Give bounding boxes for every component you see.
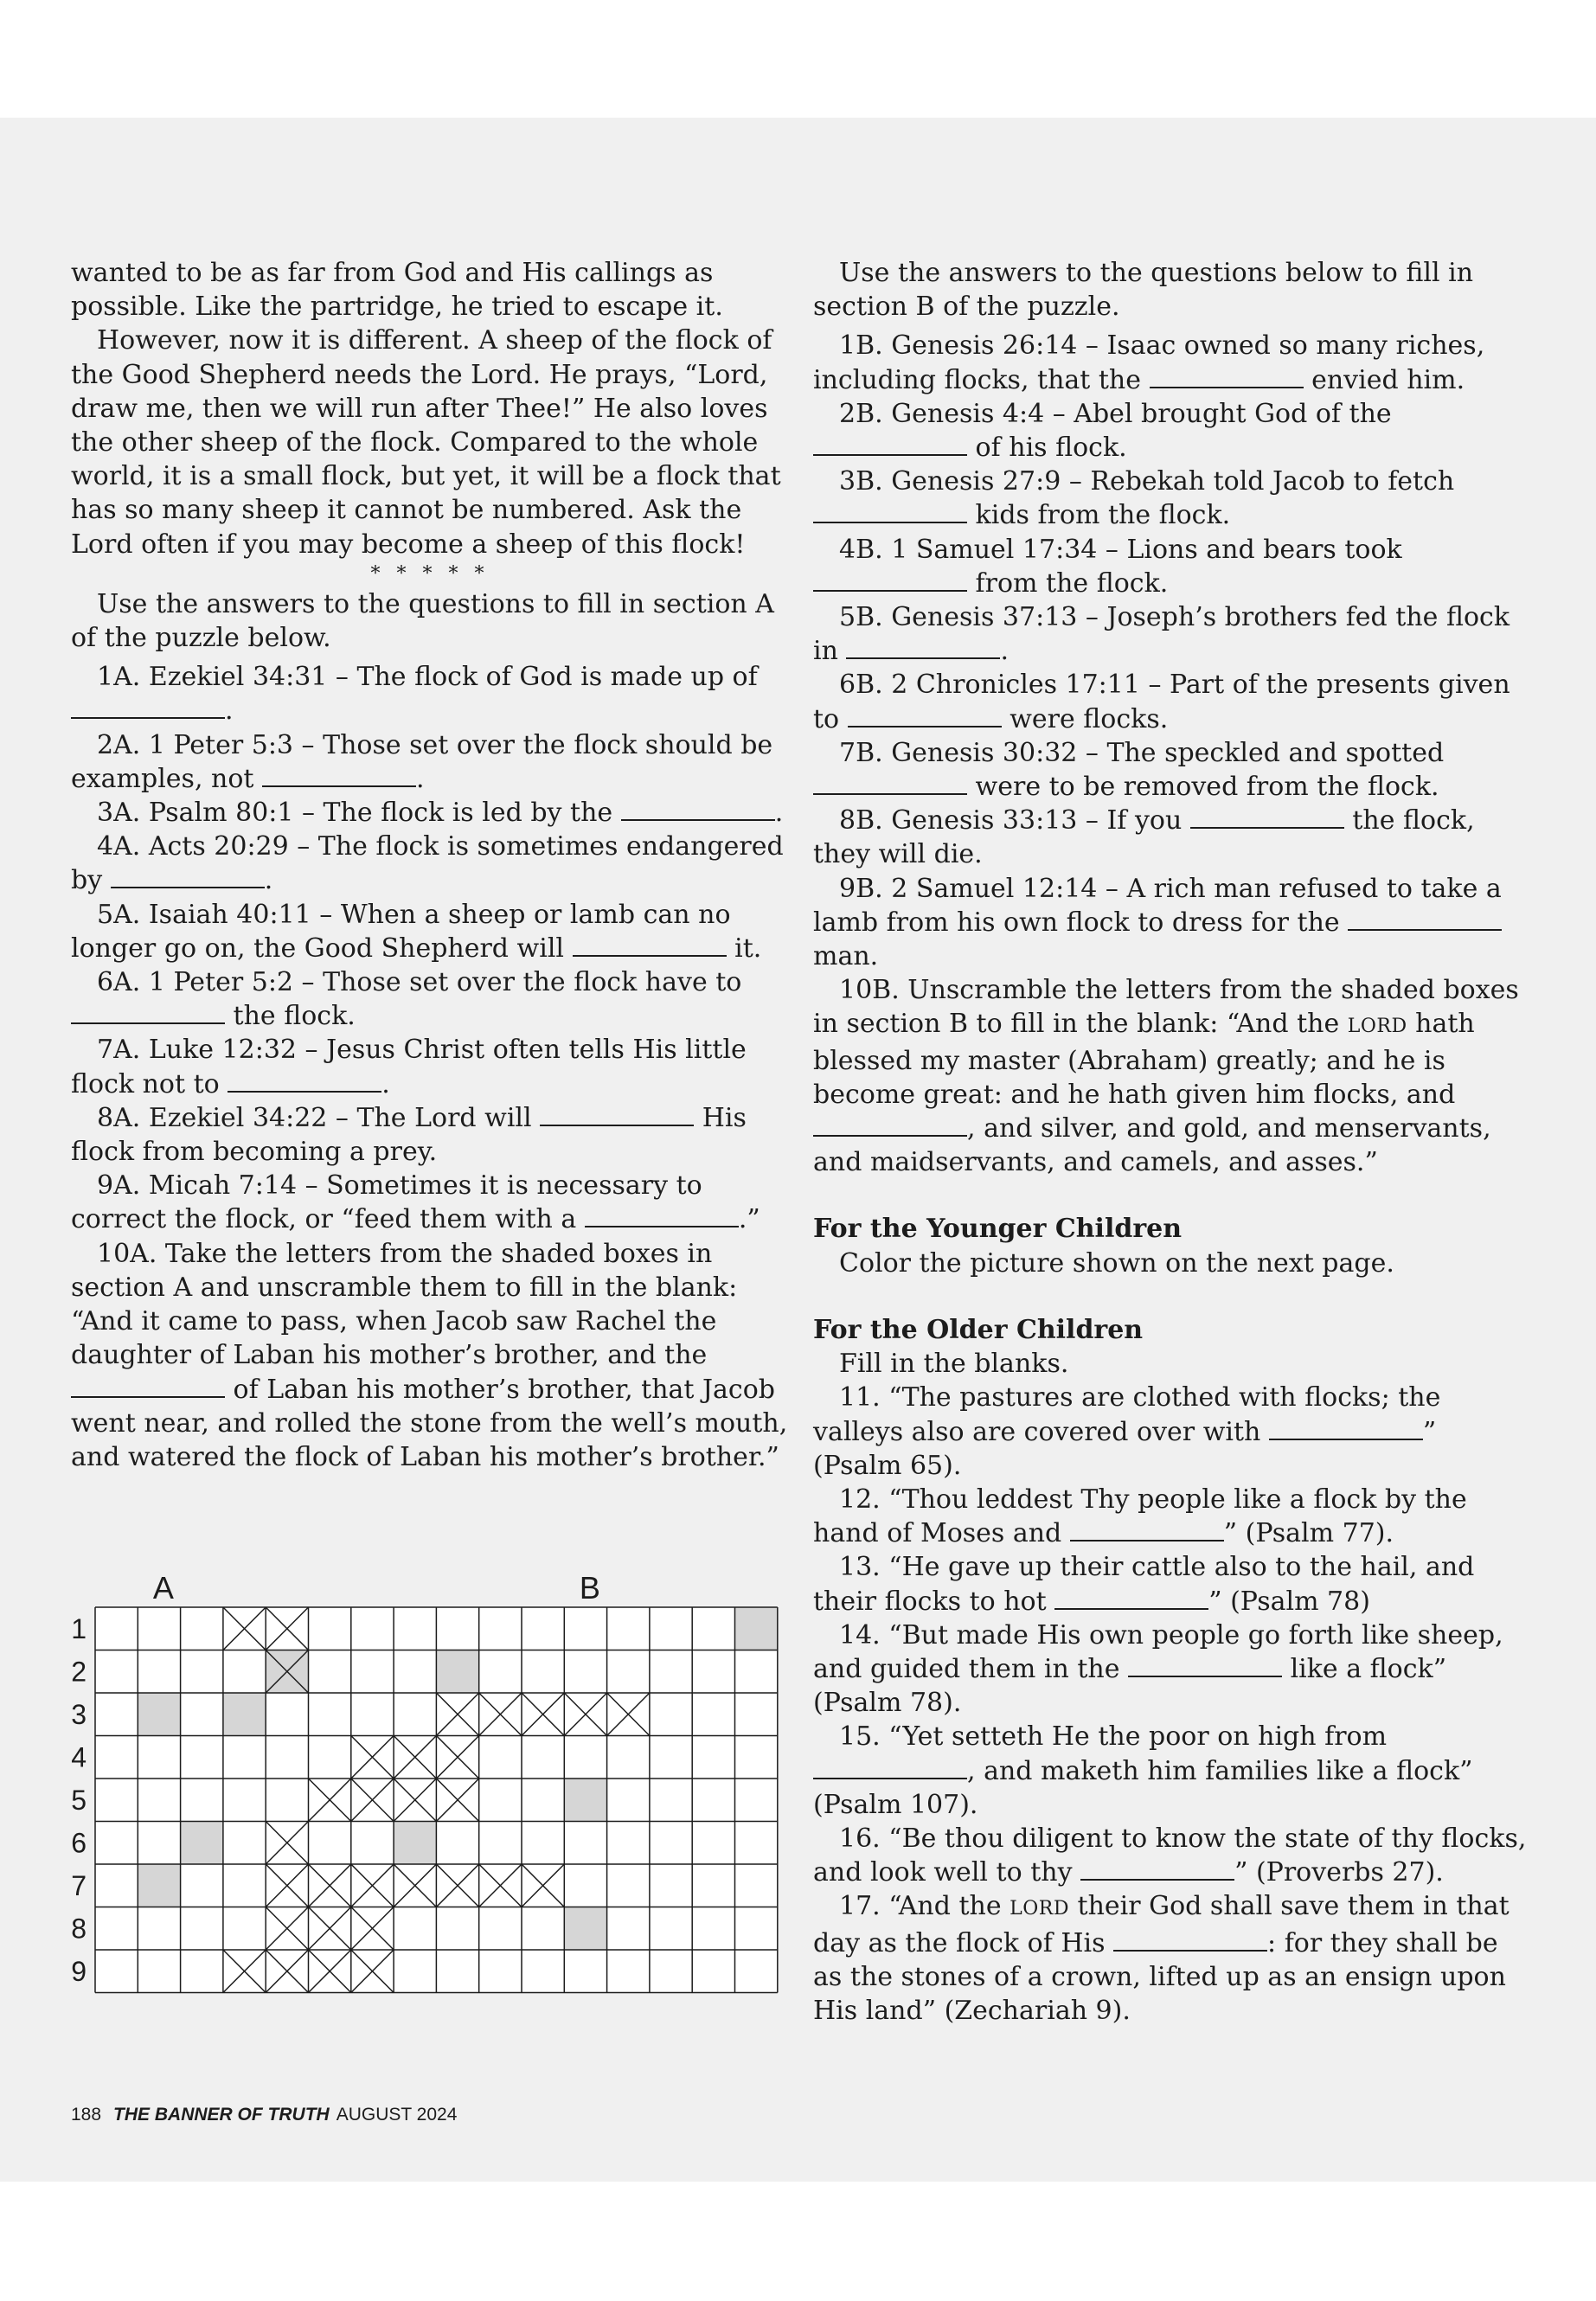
- answer-blank: [71, 1002, 225, 1024]
- question-6a: 6A. 1 Peter 5:2 – Those set over the flock have to the flock.: [71, 965, 789, 1033]
- question-6b: 6B. 2 Chronicles 17:11 – Part of the presents given to were flocks.: [813, 670, 1510, 734]
- question-3b: 3B. Genesis 27:9 – Rebekah told Jacob to fetch kids from the flock.: [813, 465, 1531, 532]
- answer-blank: [621, 798, 775, 821]
- paragraph: However, now it is different. A sheep of the flock of the Good Shepherd needs the Lord. He prays, “Lord, draw me, then we will run after Thee!” He also loves the other sheep of the flock. Compared to the whole world, it is a small flock, but yet, it will be a flock that has so many sheep it cannot be numbered. Ask the Lord often if you may become a sheep of this flock!: [71, 325, 781, 560]
- answer-blank: [848, 705, 1002, 727]
- shaded-cell: [735, 1607, 778, 1650]
- question-10a: 10A. Take the letters from the shaded boxes in section A and unscramble them to fill in the blank: “And it came to pass, when Jacob saw Rachel the daughter of Laban his mother’s brother, and the of Laban his mother’s brother, that Jacob went near, and rolled the stone from the well’s mouth, and watered the flock of Laban his mother’s brother.”: [71, 1238, 788, 1472]
- answer-blank: [813, 1114, 967, 1137]
- answer-blank: [111, 866, 265, 888]
- answer-blank: [1113, 1929, 1267, 1952]
- shaded-cell: [564, 1779, 606, 1822]
- question-14: 14. “But made His own people go forth like sheep, and guided them in the like a flock” (Psalm 78).: [813, 1619, 1503, 1719]
- answer-blank: [1348, 908, 1502, 931]
- left-column: [71, 256, 789, 1474]
- row-label: 5: [71, 1784, 87, 1816]
- question-9a: 9A. Micah 7:14 – Sometimes it is necessary to correct the flock, or “feed them with a .”: [71, 1170, 760, 1235]
- row-label: 1: [71, 1612, 87, 1644]
- shaded-cell: [138, 1693, 180, 1736]
- instructions: Fill in the blanks.: [839, 1349, 1069, 1380]
- answer-blank: [1269, 1418, 1423, 1440]
- answer-blank: [262, 765, 416, 787]
- section-label-b: B: [579, 1570, 600, 1606]
- question-3a: 3A. Psalm 80:1 – The flock is led by the .: [97, 798, 784, 829]
- small-caps-lord: LORD: [1010, 1898, 1069, 1920]
- answer-blank: [1070, 1519, 1224, 1541]
- question-5b: 5B. Genesis 37:13 – Joseph’s brothers fed the flock in .: [813, 602, 1510, 667]
- answer-blank: [813, 433, 967, 456]
- shaded-cell: [223, 1693, 266, 1736]
- answer-blank: [1080, 1858, 1234, 1881]
- question-4b: 4B. 1 Samuel 17:34 – Lions and bears took from the flock.: [813, 533, 1531, 600]
- page-number: 188: [71, 2105, 102, 2125]
- publication-title: THE BANNER OF TRUTH: [113, 2105, 330, 2125]
- question-1a: 1A. Ezekiel 34:31 – The flock of God is made up of .: [71, 660, 789, 727]
- section-divider: * * * * *: [370, 562, 490, 585]
- answer-blank: [846, 637, 1000, 659]
- question-12: 12. “Thou leddest Thy people like a flock by the hand of Moses and ” (Psalm 77).: [813, 1484, 1467, 1549]
- question-10b: 10B. Unscramble the letters from the shaded boxes in section B to fill in the blank: “And the LORD hath blessed my master (Abraham) greatly; and he is become great: and he hath given him flocks, and , and silver, and gold, and menservants, and maidservants, and camels, and asses.”: [813, 975, 1519, 1178]
- question-9b: 9B. 2 Samuel 12:14 – A rich man refused to take a lamb from his own flock to dress for the man.: [813, 873, 1502, 972]
- question-7b: 7B. Genesis 30:32 – The speckled and spotted were to be removed from the flock.: [813, 736, 1531, 804]
- section-label-a: A: [152, 1570, 174, 1606]
- answer-blank: [1128, 1655, 1282, 1677]
- answer-blank: [540, 1104, 694, 1126]
- right-column: [813, 256, 1531, 2028]
- row-label: 2: [71, 1656, 87, 1688]
- row-label: 4: [71, 1741, 87, 1773]
- section-heading-older: For the Older Children: [813, 1314, 1144, 1345]
- question-8b: 8B. Genesis 33:13 – If you the flock, they will die.: [813, 805, 1475, 870]
- shaded-cell: [181, 1822, 223, 1865]
- answer-blank: [585, 1205, 739, 1227]
- paragraph: Color the picture shown on the next page.: [839, 1247, 1394, 1279]
- page-footer: [71, 2105, 457, 2125]
- answer-blank: [813, 772, 967, 795]
- row-label: 9: [71, 1955, 87, 1987]
- row-label: 3: [71, 1698, 87, 1730]
- shaded-cell: [564, 1907, 606, 1951]
- answer-blank: [71, 1375, 225, 1398]
- question-13: 13. “He gave up their cattle also to the hail, and their flocks to hot ” (Psalm 78): [813, 1552, 1475, 1617]
- answer-blank: [1054, 1587, 1208, 1610]
- shaded-cell: [138, 1864, 180, 1907]
- question-5a: 5A. Isaiah 40:11 – When a sheep or lamb can no longer go on, the Good Shepherd will it.: [71, 899, 762, 964]
- answer-blank: [228, 1070, 381, 1093]
- shaded-cell: [436, 1650, 478, 1694]
- crossword-puzzle: [61, 1567, 804, 2000]
- row-label: 6: [71, 1827, 87, 1859]
- answer-blank: [813, 569, 967, 592]
- issue-date: AUGUST 2024: [336, 2105, 458, 2125]
- question-11: 11. “The pastures are clothed with flocks; the valleys also are covered over with ” (Psalm 65).: [813, 1382, 1441, 1481]
- small-caps-lord: LORD: [1347, 1016, 1407, 1038]
- answer-blank: [1150, 366, 1304, 388]
- answer-blank: [573, 934, 727, 957]
- instructions: Use the answers to the questions to fill in section A of the puzzle below.: [71, 588, 774, 654]
- question-17: 17. “And the LORD their God shall save them in that day as the flock of His : for they shall be as the stones of a crown, lifted up as an ensign upon His land” (Zechariah 9).: [813, 1891, 1509, 2026]
- row-label: 8: [71, 1913, 87, 1945]
- answer-blank: [813, 501, 967, 523]
- instructions: Use the answers to the questions below to fill in section B of the puzzle.: [813, 258, 1474, 323]
- puzzle-grid: [61, 1567, 804, 2000]
- shaded-cell: [394, 1822, 436, 1865]
- question-2b: 2B. Genesis 4:4 – Abel brought God of the of his flock.: [813, 397, 1531, 465]
- answer-blank: [813, 1757, 967, 1779]
- question-4a: 4A. Acts 20:29 – The flock is sometimes endangered by .: [71, 831, 784, 896]
- question-1b: 1B. Genesis 26:14 – Isaac owned so many riches, including flocks, that the envied him.: [813, 330, 1485, 395]
- question-8a: 8A. Ezekiel 34:22 – The Lord will His flock from becoming a prey.: [71, 1102, 747, 1168]
- question-7a: 7A. Luke 12:32 – Jesus Christ often tells His little flock not to .: [71, 1035, 747, 1099]
- answer-blank: [1190, 806, 1344, 829]
- answer-blank: [71, 696, 225, 719]
- question-2a: 2A. 1 Peter 5:3 – Those set over the flock should be examples, not .: [71, 729, 773, 794]
- section-heading-younger: For the Younger Children: [813, 1214, 1183, 1245]
- question-15: 15. “Yet setteth He the poor on high from , and maketh him families like a flock” (Psalm 107).: [813, 1721, 1473, 1820]
- question-16: 16. “Be thou diligent to know the state of thy flocks, and look well to thy ” (Proverbs 27).: [813, 1823, 1527, 1888]
- paragraph: wanted to be as far from God and His callings as possible. Like the partridge, he tried to escape it.: [71, 258, 723, 323]
- row-label: 7: [71, 1869, 87, 1901]
